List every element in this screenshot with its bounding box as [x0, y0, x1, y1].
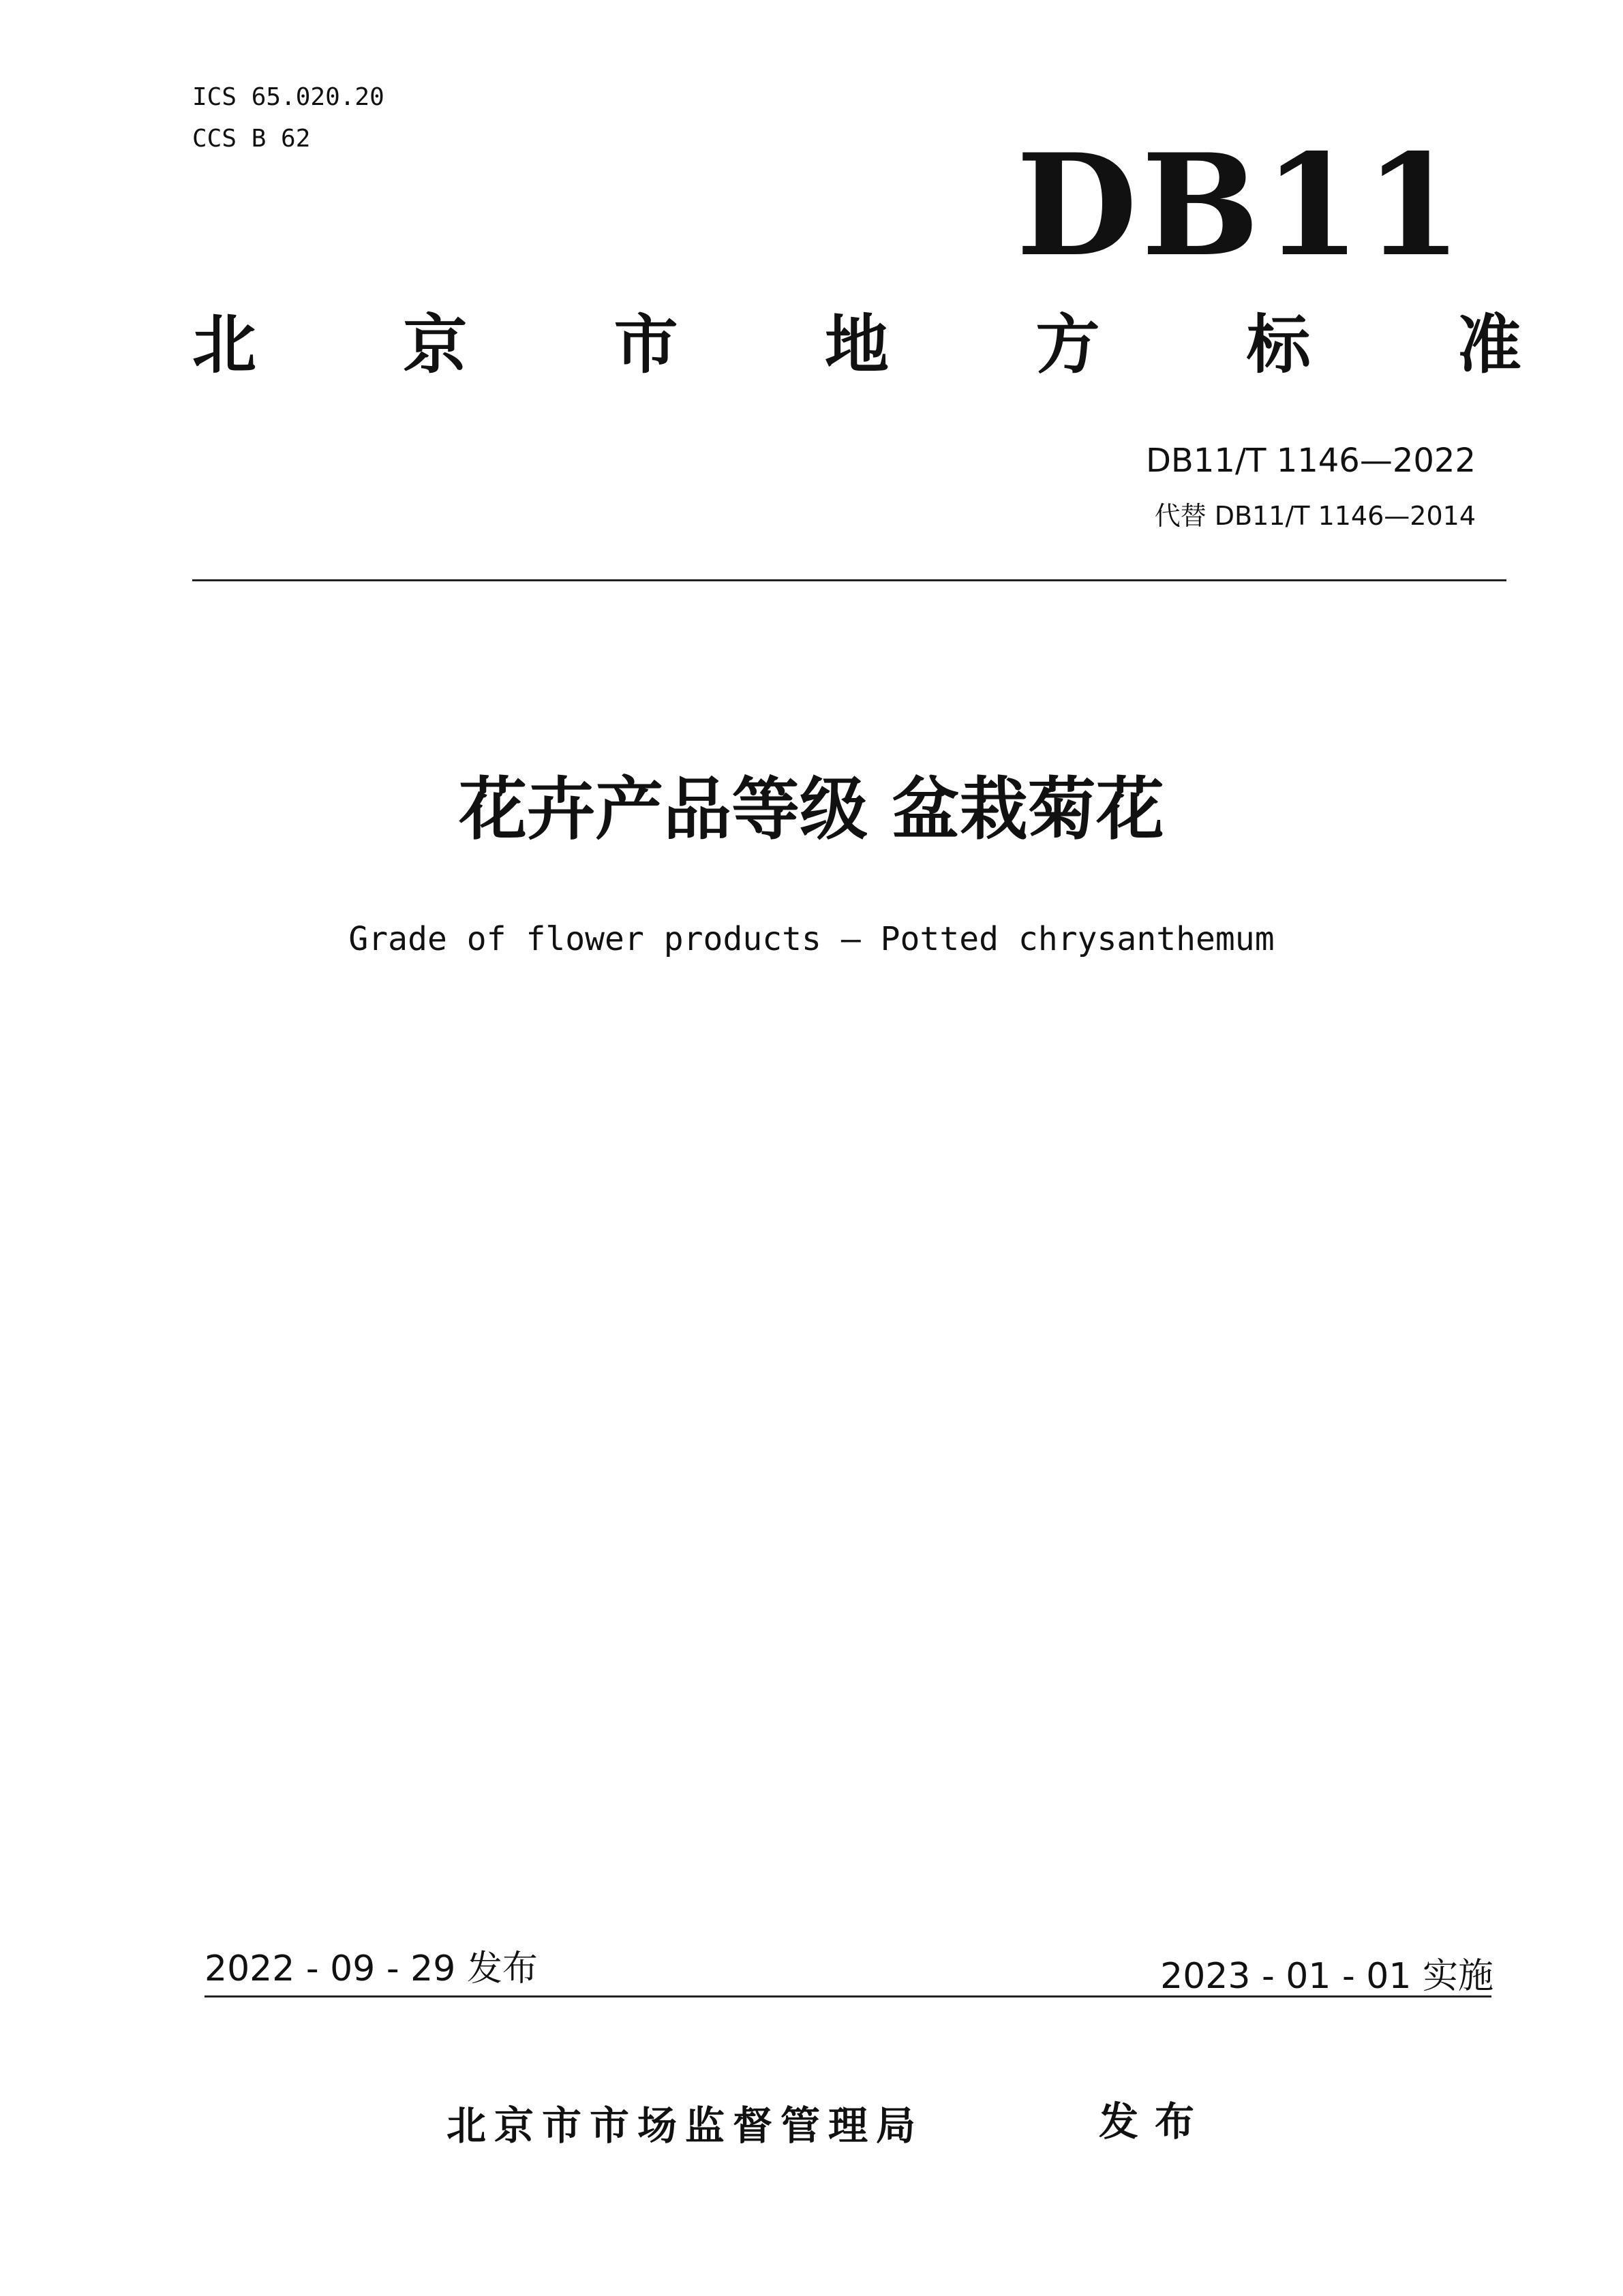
divider [192, 579, 1506, 581]
title-char: 方 [1035, 308, 1100, 382]
issuing-authority: 北京市市场监督管理局 [446, 2102, 924, 2149]
document-title-zh: 花卉产品等级 盆栽菊花 [459, 769, 1164, 849]
standard-category-title [192, 308, 1521, 382]
title-char: 标 [1246, 308, 1311, 382]
title-char: 北 [192, 308, 257, 382]
standard-number: DB11/T 1146—2022 [1145, 442, 1476, 480]
ics-code: ICS 65.020.20 [192, 83, 384, 111]
divider [204, 1995, 1491, 1997]
title-char: 地 [824, 308, 889, 382]
publish-date: 2022 - 09 - 29 发布 [204, 1948, 538, 1989]
title-char: 京 [403, 308, 468, 382]
title-char: 准 [1457, 308, 1521, 382]
replaces-standard: 代替 DB11/T 1146—2014 [1154, 501, 1476, 531]
implementation-date: 2023 - 01 - 01 实施 [1160, 1956, 1493, 1997]
standard-logo: DB11 [1016, 124, 1466, 288]
ccs-code: CCS B 62 [192, 125, 311, 153]
document-title-en: Grade of flower products — Potted chrysanthemum [348, 920, 1275, 958]
title-char: 市 [613, 308, 678, 382]
issue-action: 发布 [1099, 2098, 1211, 2145]
